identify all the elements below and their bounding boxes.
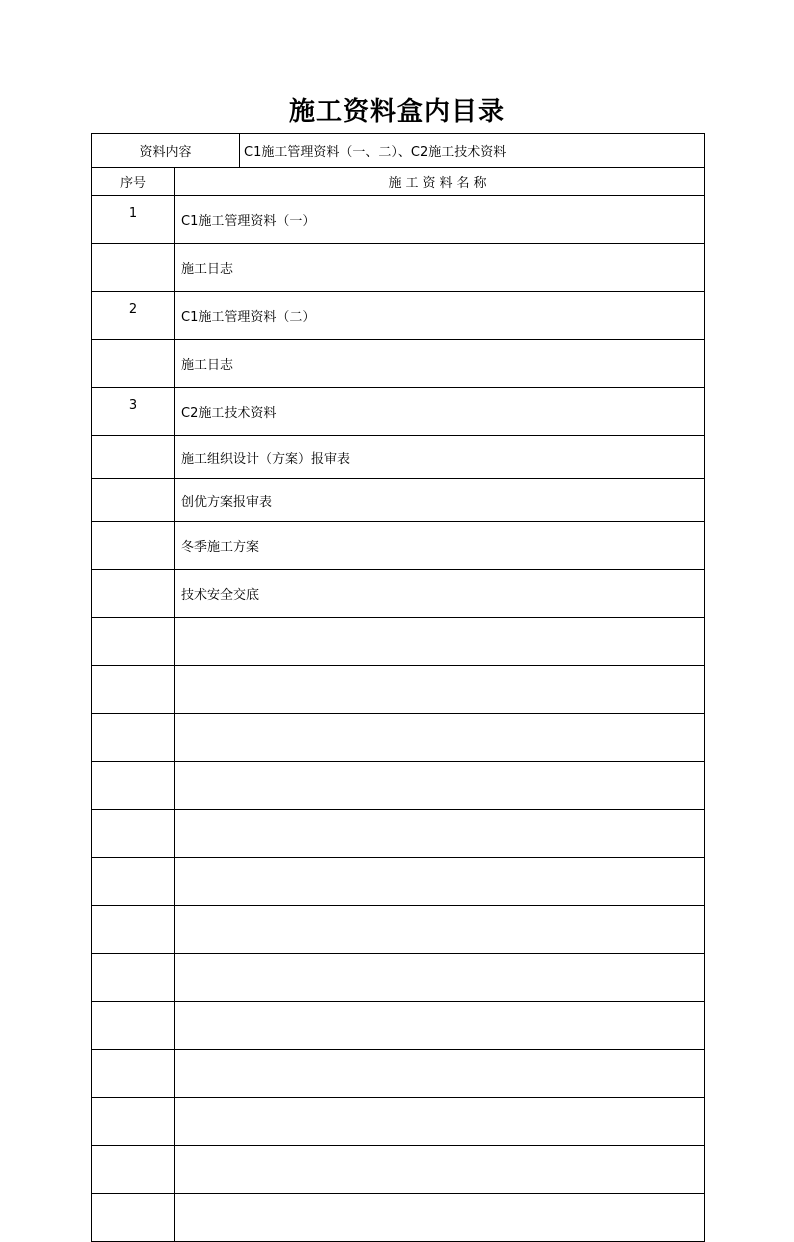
table-row <box>92 906 705 954</box>
row-name <box>175 954 705 1002</box>
row-name <box>175 906 705 954</box>
row-seq <box>92 436 175 479</box>
row-name: C1施工管理资料（二） <box>175 292 705 340</box>
row-seq <box>92 858 175 906</box>
row-name <box>175 1050 705 1098</box>
table-row <box>92 522 705 570</box>
row-name <box>175 810 705 858</box>
row-seq <box>92 1002 175 1050</box>
row-seq: 1 <box>92 196 175 244</box>
row-seq <box>92 906 175 954</box>
row-name: 施工组织设计（方案）报审表 <box>175 436 705 479</box>
row-name: 冬季施工方案 <box>175 522 705 570</box>
row-name <box>175 1098 705 1146</box>
table-row <box>92 388 705 436</box>
row-seq <box>92 570 175 618</box>
row-name <box>175 1194 705 1242</box>
table-row <box>92 479 705 522</box>
content-info-row <box>92 134 705 168</box>
table-row <box>92 618 705 666</box>
row-seq <box>92 762 175 810</box>
row-name <box>175 1146 705 1194</box>
table-row <box>92 714 705 762</box>
row-seq: 2 <box>92 292 175 340</box>
row-name <box>175 618 705 666</box>
row-name: 施工日志 <box>175 340 705 388</box>
row-name <box>175 858 705 906</box>
table-row <box>92 810 705 858</box>
row-seq: 3 <box>92 388 175 436</box>
table-row <box>92 666 705 714</box>
row-seq <box>92 618 175 666</box>
table-row <box>92 1194 705 1242</box>
table-row <box>92 954 705 1002</box>
row-seq <box>92 1050 175 1098</box>
column-header-name: 施工资料名称 <box>175 168 705 196</box>
row-seq <box>92 1146 175 1194</box>
row-name: 创优方案报审表 <box>175 479 705 522</box>
row-name <box>175 1002 705 1050</box>
table-row <box>92 762 705 810</box>
row-name: 技术安全交底 <box>175 570 705 618</box>
content-label: 资料内容 <box>92 134 240 168</box>
row-seq <box>92 1098 175 1146</box>
table-row <box>92 570 705 618</box>
row-seq <box>92 1194 175 1242</box>
table-row <box>92 244 705 292</box>
table-row <box>92 1098 705 1146</box>
row-seq <box>92 340 175 388</box>
catalog-table <box>91 133 705 1242</box>
row-seq <box>92 522 175 570</box>
table-row <box>92 858 705 906</box>
row-seq <box>92 479 175 522</box>
row-name: C2施工技术资料 <box>175 388 705 436</box>
row-name <box>175 762 705 810</box>
row-seq <box>92 810 175 858</box>
table-row <box>92 1146 705 1194</box>
page-title: 施工资料盒内目录 <box>288 97 505 127</box>
row-name: 施工日志 <box>175 244 705 292</box>
table-row <box>92 340 705 388</box>
table-row <box>92 292 705 340</box>
row-seq <box>92 714 175 762</box>
row-seq <box>92 666 175 714</box>
row-name: C1施工管理资料（一） <box>175 196 705 244</box>
column-header-seq: 序号 <box>92 168 175 196</box>
row-name <box>175 666 705 714</box>
column-header-row <box>92 168 705 196</box>
row-seq <box>92 244 175 292</box>
table-row <box>92 436 705 479</box>
table-row <box>92 1002 705 1050</box>
content-value: C1施工管理资料（一、二）、C2施工技术资料 <box>240 134 705 168</box>
table-row <box>92 1050 705 1098</box>
row-name <box>175 714 705 762</box>
row-seq <box>92 954 175 1002</box>
table-row <box>92 196 705 244</box>
